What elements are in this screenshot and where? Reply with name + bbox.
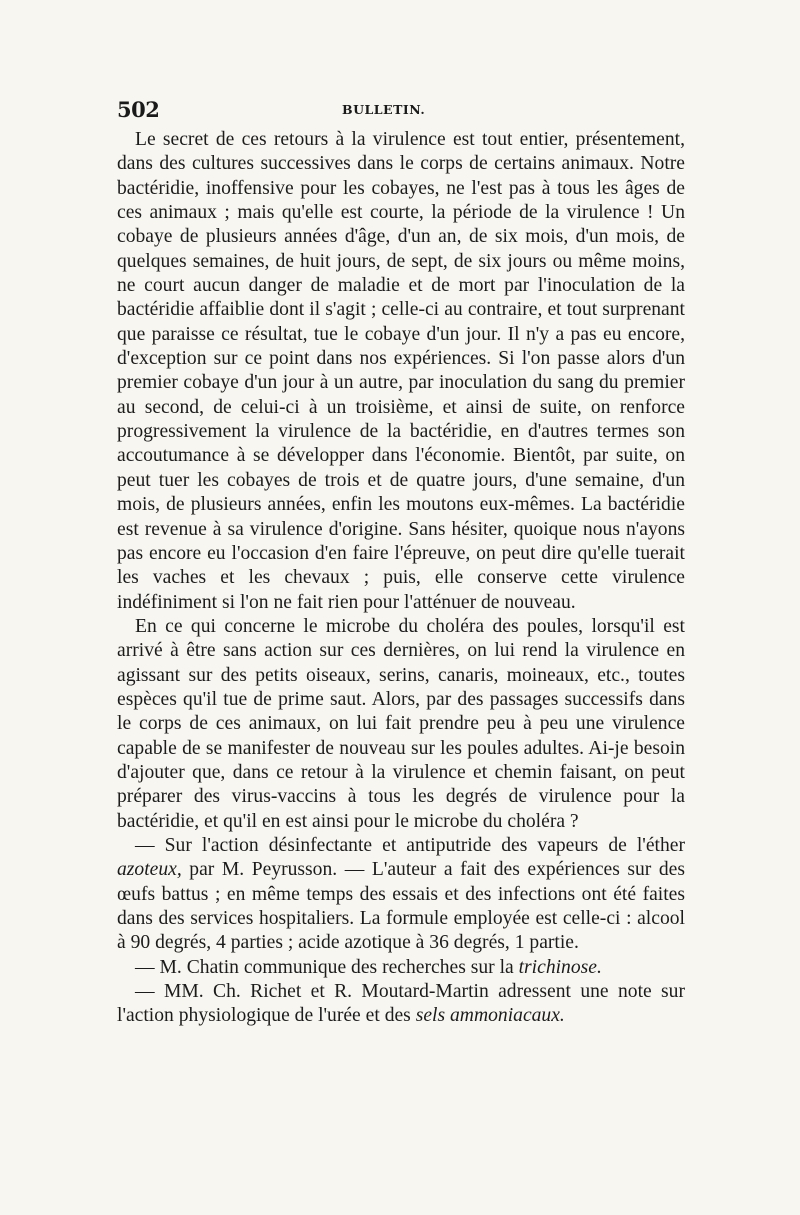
richet-text: — MM. Ch. Richet et R. Moutard-Martin adressent une note sur l'action physiologique de l'urée et des [117, 981, 685, 1027]
peyrusson-italic-term: azoteux, [117, 859, 182, 881]
paragraph-richet [117, 980, 685, 1029]
chatin-italic-term: trichinose. [518, 956, 602, 978]
running-head: BULLETIN. [342, 102, 426, 117]
peyrusson-text-start: — Sur l'action désinfectante et antiputride des vapeurs de l'éther [135, 834, 685, 856]
page-header [117, 97, 687, 125]
paragraph-cholera-microbe: En ce qui concerne le microbe du choléra des poules, lorsqu'il est arrivé à être sans action sur ces dernières, on lui rend la virulence en agissant sur des petits oiseaux, serins, canaris, moineaux, etc., toutes espèces qu'il tue de prime saut. Alors, par des passages successifs dans le corps de ces animaux, on lui fait prendre peu à peu une virulence capable de se manifester de nouveau sur les poules adultes. Ai-je besoin d'ajouter que, dans ce retour à la virulence et chemin faisant, on peut préparer des virus-vaccins à tous les degrés de virulence pour la bactéridie, et qu'il en est ainsi pour le microbe du choléra ? [117, 615, 685, 832]
paragraph-virulence-return: Le secret de ces retours à la virulence est tout entier, présentement, dans des cultures successives dans le corps de certains animaux. Notre bactéridie, inoffensive pour les cobayes, ne l'est pas à tous les âges de ces animaux ; mais qu'elle est courte, la période de la virulence ! Un cobaye de plusieurs années d'âge, d'un an, de six mois, d'un mois, de quelques semaines, de huit jours, de sept, de six jours ou même moins, ne court aucun danger de maladie et de mort par l'inoculation de la bactéridie affaiblie dont il s'agit ; celle-ci au contraire, et tout surprenant que paraisse ce résultat, tue le cobaye d'un jour. Il n'y a pas eu encore, d'exception sur ce point dans nos expériences. Si l'on passe alors d'un premier cobaye d'un jour à un autre, par inoculation du sang du premier au second, de celui-ci à un troisième, et ainsi de suite, on renforce progressivement la virulence de la bactéridie, en d'autres termes son accoutumance à se développer dans l'économie. Bientôt, par suite, on peut tuer les cobayes de trois et de quatre jours, d'une semaine, d'un mois, de plusieurs années, enfin les moutons eux-mêmes. La bactéridie est revenue à sa virulence d'origine. Sans hésiter, quoique nous n'ayons pas encore eu l'occasion d'en faire l'épreuve, on peut dire qu'elle tuerait les vaches et les chevaux ; puis, elle conserve cette virulence indéfiniment si l'on ne fait rien pour l'atténuer de nouveau. [117, 129, 685, 613]
richet-italic-term: sels ammoniacaux. [415, 1005, 565, 1027]
paragraph-peyrusson [117, 834, 685, 956]
paragraph-chatin [117, 956, 685, 980]
chatin-text: — M. Chatin communique des recherches sur la [135, 956, 519, 978]
page-number: 502 [117, 97, 160, 122]
body-text [117, 128, 685, 1029]
peyrusson-text-end: par M. Peyrusson. — L'auteur a fait des expériences sur des œufs battus ; en même temps des essais et des infections ont été faites dans des services hospitaliers. La formule employée est celle-ci : alcool à 90 degrés, 4 parties ; acide azotique à 36 degrés, 1 partie. [117, 859, 685, 954]
